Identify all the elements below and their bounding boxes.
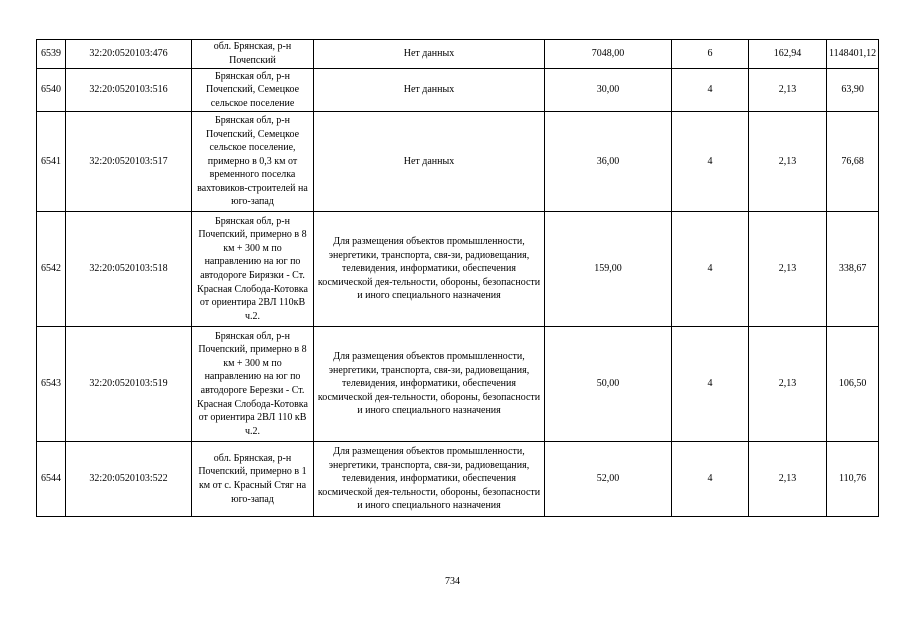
area: 50,00: [545, 327, 672, 442]
specific-value: 2,13: [749, 112, 827, 212]
specific-value: 2,13: [749, 212, 827, 327]
table-row: [37, 69, 879, 112]
cadastral-number: 32:20:0520103:522: [66, 442, 192, 517]
specific-value: 2,13: [749, 69, 827, 112]
specific-value: 2,13: [749, 442, 827, 517]
address: Брянская обл, р-н Почепский, Семецкое сельское поселение: [192, 69, 314, 112]
cadastral-number: 32:20:0520103:519: [66, 327, 192, 442]
cadastral-number: 32:20:0520103:518: [66, 212, 192, 327]
cadastral-value: 338,67: [827, 212, 879, 327]
area: 52,00: [545, 442, 672, 517]
row-number: 6541: [37, 112, 66, 212]
area: 7048,00: [545, 40, 672, 69]
group-number: 4: [672, 112, 749, 212]
row-number: 6540: [37, 69, 66, 112]
permitted-use: Нет данных: [314, 69, 545, 112]
row-number: 6542: [37, 212, 66, 327]
specific-value: 2,13: [749, 327, 827, 442]
address: Брянская обл, р-н Почепский, примерно в 8 км + 300 м по направлению на юг по автодороге Бирязки - Ст. Красная Слобода-Котовка от ориентира 2ВЛ 110кВ ч.2.: [192, 212, 314, 327]
group-number: 4: [672, 442, 749, 517]
area: 30,00: [545, 69, 672, 112]
group-number: 6: [672, 40, 749, 69]
cadastral-value: 76,68: [827, 112, 879, 212]
address: Брянская обл, р-н Почепский, примерно в 8 км + 300 м по направлению на юг по автодороге Березки - Ст. Красная Слобода-Котовка от ориентира 2ВЛ 110 кВ ч.2.: [192, 327, 314, 442]
group-number: 4: [672, 212, 749, 327]
table-row: [37, 212, 879, 327]
permitted-use: Для размещения объектов промышленности, энергетики, транспорта, свя-зи, радиовещания, телевидения, информатики, обеспечения космической дея-тельности, обороны, безопасности и иного специального назначения: [314, 212, 545, 327]
cadastral-value: 1148401,12: [827, 40, 879, 69]
table-row: [37, 112, 879, 212]
row-number: 6544: [37, 442, 66, 517]
address: обл. Брянская, р-н Почепский: [192, 40, 314, 69]
table-row: [37, 442, 879, 517]
permitted-use: Для размещения объектов промышленности, энергетики, транспорта, свя-зи, радиовещания, телевидения, информатики, обеспечения космической дея-тельности, обороны, безопасности и иного специального назначения: [314, 327, 545, 442]
cadastral-number: 32:20:0520103:517: [66, 112, 192, 212]
specific-value: 162,94: [749, 40, 827, 69]
address: Брянская обл, р-н Почепский, Семецкое сельское поселение, примерно в 0,3 км от временного поселка вахтовиков-строителей на юго-запад: [192, 112, 314, 212]
area: 159,00: [545, 212, 672, 327]
permitted-use: Для размещения объектов промышленности, энергетики, транспорта, свя-зи, радиовещания, телевидения, информатики, обеспечения космической дея-тельности, обороны, безопасности и иного специального назначения: [314, 442, 545, 517]
cadastral-value: 106,50: [827, 327, 879, 442]
permitted-use: Нет данных: [314, 112, 545, 212]
row-number: 6543: [37, 327, 66, 442]
cadastral-number: 32:20:0520103:476: [66, 40, 192, 69]
group-number: 4: [672, 327, 749, 442]
permitted-use: Нет данных: [314, 40, 545, 69]
row-number: 6539: [37, 40, 66, 69]
table-row: [37, 40, 879, 69]
area: 36,00: [545, 112, 672, 212]
land-registry-table: [36, 39, 879, 517]
cadastral-number: 32:20:0520103:516: [66, 69, 192, 112]
cadastral-value: 110,76: [827, 442, 879, 517]
cadastral-value: 63,90: [827, 69, 879, 112]
group-number: 4: [672, 69, 749, 112]
address: обл. Брянская, р-н Почепский, примерно в 1 км от с. Красный Стяг на юго-запад: [192, 442, 314, 517]
page-number: 734: [445, 576, 460, 587]
table-row: [37, 327, 879, 442]
